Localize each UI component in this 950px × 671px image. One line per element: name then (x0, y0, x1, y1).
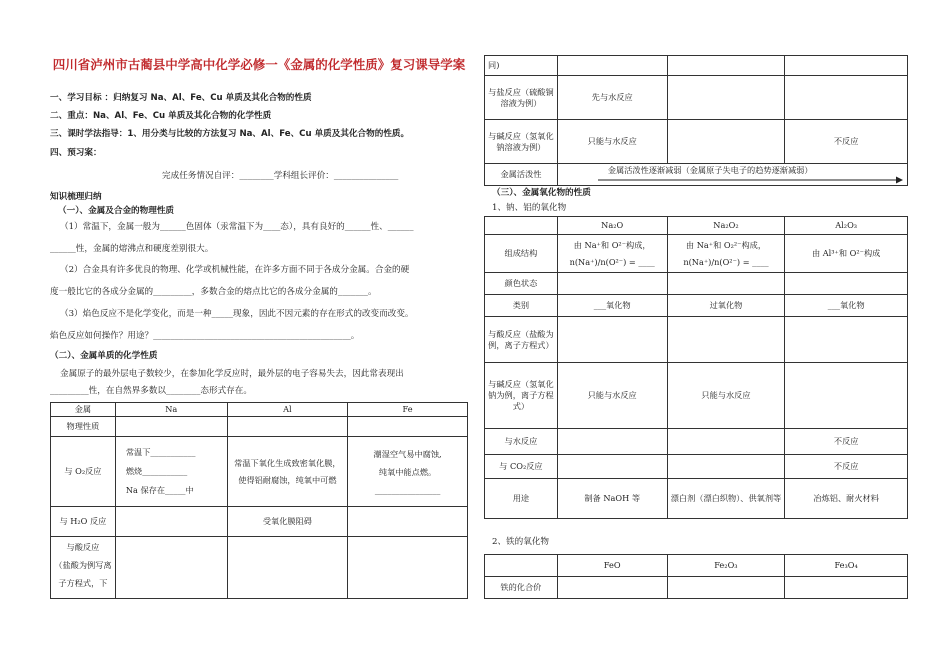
table-row (485, 56, 908, 76)
cell (667, 56, 785, 76)
cell (348, 537, 468, 599)
cell (785, 317, 908, 363)
table-row (485, 479, 908, 519)
table-row (485, 120, 908, 164)
cell-na-salt: 先与水反应 (557, 76, 667, 120)
table-row (485, 455, 908, 479)
cell-na2o2-class: 过氧化物 (667, 295, 785, 317)
cell-fe-base: 不反应 (785, 120, 908, 164)
cell (667, 76, 785, 120)
cell-na2o2-composition (667, 235, 785, 273)
cell (667, 120, 785, 164)
cell-activity-trend (557, 164, 907, 186)
cell (667, 455, 785, 479)
page-title: 四川省泸州市古蔺县中学高中化学必修一《金属的化学性质》复习课导学案 (52, 57, 466, 72)
cell-line: 燃烧___________ (125, 466, 188, 476)
cell-na2o-class: ___氧化物 (557, 295, 667, 317)
cell (348, 507, 468, 537)
cell (667, 317, 785, 363)
header-feo: FeO (557, 555, 667, 577)
activity-trend-text: 金属活泼性逐渐减弱（金属原子失电子的趋势逐渐减弱） (607, 165, 813, 175)
cell (785, 76, 908, 120)
table-row (51, 537, 468, 599)
cell-line: n(Na⁺)/n(O²⁻) = ____ (683, 256, 769, 267)
header-na2o: Na₂O (557, 217, 667, 235)
table-row (51, 403, 468, 417)
cell (115, 537, 227, 599)
cell-line: 与酸反应 (66, 542, 100, 552)
row-label-salt: 与盐反应（硫酸铜溶液为例） (485, 76, 558, 120)
metal-properties-table (50, 402, 468, 599)
row-label-base: 与碱反应（氢氧化钠溶液为例） (485, 120, 558, 164)
header-al2o3: Al₂O₃ (785, 217, 908, 235)
cell-line: 由 Na⁺和 O₂²⁻构成， (685, 239, 767, 250)
table-row (485, 235, 908, 273)
cell (485, 217, 558, 235)
oxides-fe-heading: 2、铁的氧化物 (492, 537, 550, 547)
paragraph-1b: ______性，金属的熔沸点和硬度差别很大。 (50, 244, 214, 254)
cell-line: 常温下___________ (125, 447, 196, 457)
header-fe2o3: Fe₂O₃ (667, 555, 785, 577)
row-label-acid (51, 537, 116, 599)
row-label-activity: 金属活泼性 (485, 164, 558, 186)
table-row (485, 577, 908, 599)
row-label-use: 用途 (485, 479, 558, 519)
cell (557, 455, 667, 479)
section-preview: 四、预习案： (50, 148, 102, 158)
subsection-chemical: （二）、金属单质的化学性质 (50, 351, 158, 361)
cell (115, 417, 227, 437)
table-row (485, 164, 908, 186)
cell-na2o2-use: 漂白剂（漂白织物）、供氧剂等 (667, 479, 785, 519)
cell-fe-o2 (348, 437, 468, 507)
cell-al2o3-water: 不反应 (785, 429, 908, 455)
cell-na2o2-base: 只能与水反应 (667, 363, 785, 429)
cell-al2o3-class: ___氧化物 (785, 295, 908, 317)
cell (785, 273, 908, 295)
cell (557, 273, 667, 295)
section-method: 三、课时学法指导：1、用分类与比较的方法复习 Na、Al、Fe、Cu 单质及其化合物的性质。 (50, 129, 410, 139)
row-label-composition: 组成结构 (485, 235, 558, 273)
cell-na2o-use: 制备 NaOH 等 (557, 479, 667, 519)
paragraph-2b: 度一般比它的各成分金属的_________，多数合金的熔点比它的各成分金属的_______。 (50, 287, 377, 297)
table-row (485, 555, 908, 577)
cell-al-h2o: 受氧化膜阻碍 (227, 507, 348, 537)
cell-na-o2 (115, 437, 227, 507)
cell-line: 由 Na⁺和 O²⁻构成， (573, 239, 651, 250)
cell-line: （盐酸为例写离 (54, 560, 112, 570)
table-row (51, 507, 468, 537)
header-fe: Fe (348, 403, 468, 417)
section-key-points: 二、重点：Na、Al、Fe、Cu 单质及其化合物的化学性质 (50, 111, 272, 121)
header-fe3o4: Fe₃O₄ (785, 555, 908, 577)
table-row (51, 417, 468, 437)
row-label-water: 与水反应 (485, 429, 558, 455)
cell (557, 317, 667, 363)
table-row (485, 429, 908, 455)
header-metal: 金属 (51, 403, 116, 417)
row-label-physical: 物理性质 (51, 417, 116, 437)
na-al-oxides-table (484, 216, 908, 519)
row-label-base: 与碱反应（氢氧化钠为例，离子方程式） (485, 363, 558, 429)
table-row (485, 317, 908, 363)
cell (557, 429, 667, 455)
row-label-acid: 与酸反应（盐酸为例，离子方程式） (485, 317, 558, 363)
table-row (485, 217, 908, 235)
table-row (51, 437, 468, 507)
table-row (485, 76, 908, 120)
paragraph-4a: 金属原子的最外层电子数较少，在参加化学反应时，最外层的电子容易失去，因此常表现出 (60, 369, 404, 379)
paragraph-2a: （2）合金具有许多优良的物理、化学或机械性能，在许多方面不同于各成分金属。合金的硬 (60, 265, 410, 275)
cell (557, 56, 667, 76)
row-label-co2: 与 CO₂反应 (485, 455, 558, 479)
knowledge-heading: 知识梳理归纳 (50, 192, 102, 202)
cell (485, 555, 558, 577)
cell (667, 577, 785, 599)
cell-na2o-composition (557, 235, 667, 273)
row-label-valence: 铁的化合价 (485, 577, 558, 599)
cell-line: ________________ (374, 484, 441, 495)
section-goals: 一、学习目标 ：归纳复习 Na、Al、Fe、Cu 单质及其化合物的性质 (50, 93, 312, 103)
cell (785, 56, 908, 76)
cell (667, 429, 785, 455)
cell (667, 273, 785, 295)
cell (785, 363, 908, 429)
cell-al2o3-use: 冶炼铝、耐火材料 (785, 479, 908, 519)
header-al: Al (227, 403, 348, 417)
cell (348, 417, 468, 437)
cell-al2o3-co2: 不反应 (785, 455, 908, 479)
table-row (485, 295, 908, 317)
cell-na2o-base: 只能与水反应 (557, 363, 667, 429)
cell (785, 577, 908, 599)
subsection-oxides: （三）、金属氧化物的性质 (492, 188, 591, 198)
paragraph-1a: （1）常温下，金属一般为______色固体（汞常温下为____态），具有良好的______性、______ (60, 222, 414, 232)
cell (557, 577, 667, 599)
fe-oxides-table (484, 554, 908, 599)
row-label-class: 类别 (485, 295, 558, 317)
row-label-h2o: 与 H₂O 反应 (51, 507, 116, 537)
cell-na-base: 只能与水反应 (557, 120, 667, 164)
cell-line: 潮湿空气易中腐蚀, (373, 448, 442, 459)
cell-line: n(Na⁺)/n(O²⁻) = ____ (569, 256, 655, 267)
cell (227, 537, 348, 599)
cell-al-o2: 常温下氧化生成致密氧化膜，使得铝耐腐蚀，纯氧中可燃 (227, 437, 348, 507)
cell-continued-note: 同) (485, 56, 558, 76)
table-row (485, 363, 908, 429)
metal-properties-table-continued (484, 55, 908, 186)
cell (115, 507, 227, 537)
header-na: Na (115, 403, 227, 417)
cell-line: 子方程式，下 (58, 578, 108, 588)
table-row (485, 273, 908, 295)
cell-line: 纯氧中能点燃。 (378, 466, 437, 477)
header-na2o2: Na₂O₂ (667, 217, 785, 235)
paragraph-4b: _________性，在自然界多数以________态形式存在。 (50, 386, 252, 396)
cell-line: Na 保存在_____中 (125, 485, 194, 495)
row-label-color: 颜色状态 (485, 273, 558, 295)
cell (227, 417, 348, 437)
subsection-physical: （一）、金属及合金的物理性质 (58, 206, 175, 216)
self-evaluation-line: 完成任务情况自评：________学科组长评价：_______________ (162, 171, 399, 181)
oxides-na-al-heading: 1、钠、铝的氧化物 (492, 203, 567, 213)
paragraph-3a: （3）焰色反应不是化学变化，而是一种_____现象，因此不因元素的存在形式的改变而改变。 (60, 309, 414, 319)
row-label-o2: 与 O₂反应 (51, 437, 116, 507)
paragraph-3b: 焰色反应如何操作？用途？______________________________________________。 (50, 331, 360, 341)
cell-al2o3-composition: 由 Al³⁺和 O²⁻构成 (785, 235, 908, 273)
right-arrow-icon (598, 176, 903, 184)
